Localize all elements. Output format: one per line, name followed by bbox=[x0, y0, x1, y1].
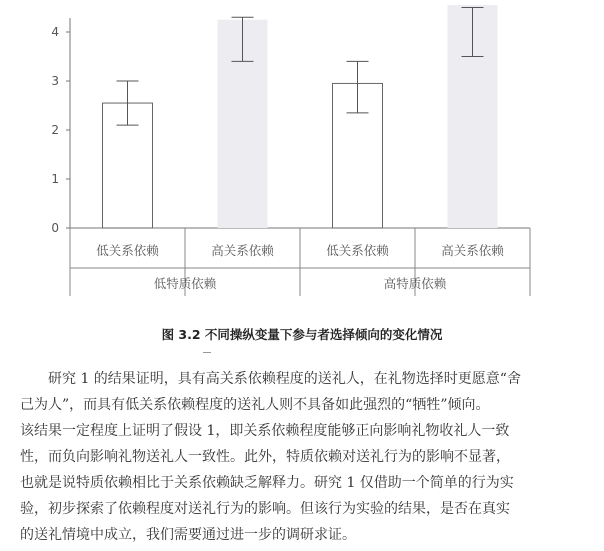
y-tick-label: 1 bbox=[51, 172, 59, 186]
figure-caption: 图 3.2 不同操纵变量下参与者选择倾向的变化情况 bbox=[161, 327, 443, 342]
paragraph-line: 己为人”，而具有低关系依赖程度的送礼人则不具备如此强烈的“牺牲”倾向。 bbox=[20, 397, 490, 413]
paragraph-line: 性，而负向影响礼物送礼人一致性。此外，特质依赖对送礼行为的影响不显著， bbox=[20, 449, 510, 465]
group-label: 低特质依赖 bbox=[153, 276, 217, 291]
paragraph-line: 的送礼情境中成立，我们需要通过进一步的调研求证。 bbox=[20, 527, 356, 543]
paragraph-line: 也就是说特质依赖相比于关系依赖缺乏解释力。研究 1 仅借助一个简单的行为实 bbox=[20, 475, 514, 491]
category-label: 低关系依赖 bbox=[96, 243, 159, 258]
y-tick-label: 4 bbox=[51, 25, 59, 39]
group-label: 高特质依赖 bbox=[383, 276, 447, 291]
category-label: 低关系依赖 bbox=[326, 243, 389, 258]
paragraph-line: 该结果一定程度上证明了假设 1，即关系依赖程度能够正向影响礼物收礼人一致 bbox=[20, 423, 510, 439]
category-label: 高关系依赖 bbox=[441, 243, 504, 258]
y-tick-label: 3 bbox=[51, 74, 59, 88]
category-label: 高关系依赖 bbox=[211, 243, 274, 258]
y-tick-label: 0 bbox=[51, 221, 59, 235]
paragraph-line: 验，初步探索了依赖程度对送礼行为的影响。但该行为实验的结果，是否在真实 bbox=[20, 501, 510, 517]
y-tick-label: 2 bbox=[51, 123, 59, 137]
body-paragraph bbox=[20, 366, 590, 548]
chart-bars bbox=[103, 5, 498, 228]
paragraph-line: 研究 1 的结果证明，具有高关系依赖程度的送礼人，在礼物选择时更愿意“舍 bbox=[48, 371, 521, 387]
divider-mark bbox=[203, 352, 211, 353]
chart-error-bars bbox=[117, 8, 484, 126]
